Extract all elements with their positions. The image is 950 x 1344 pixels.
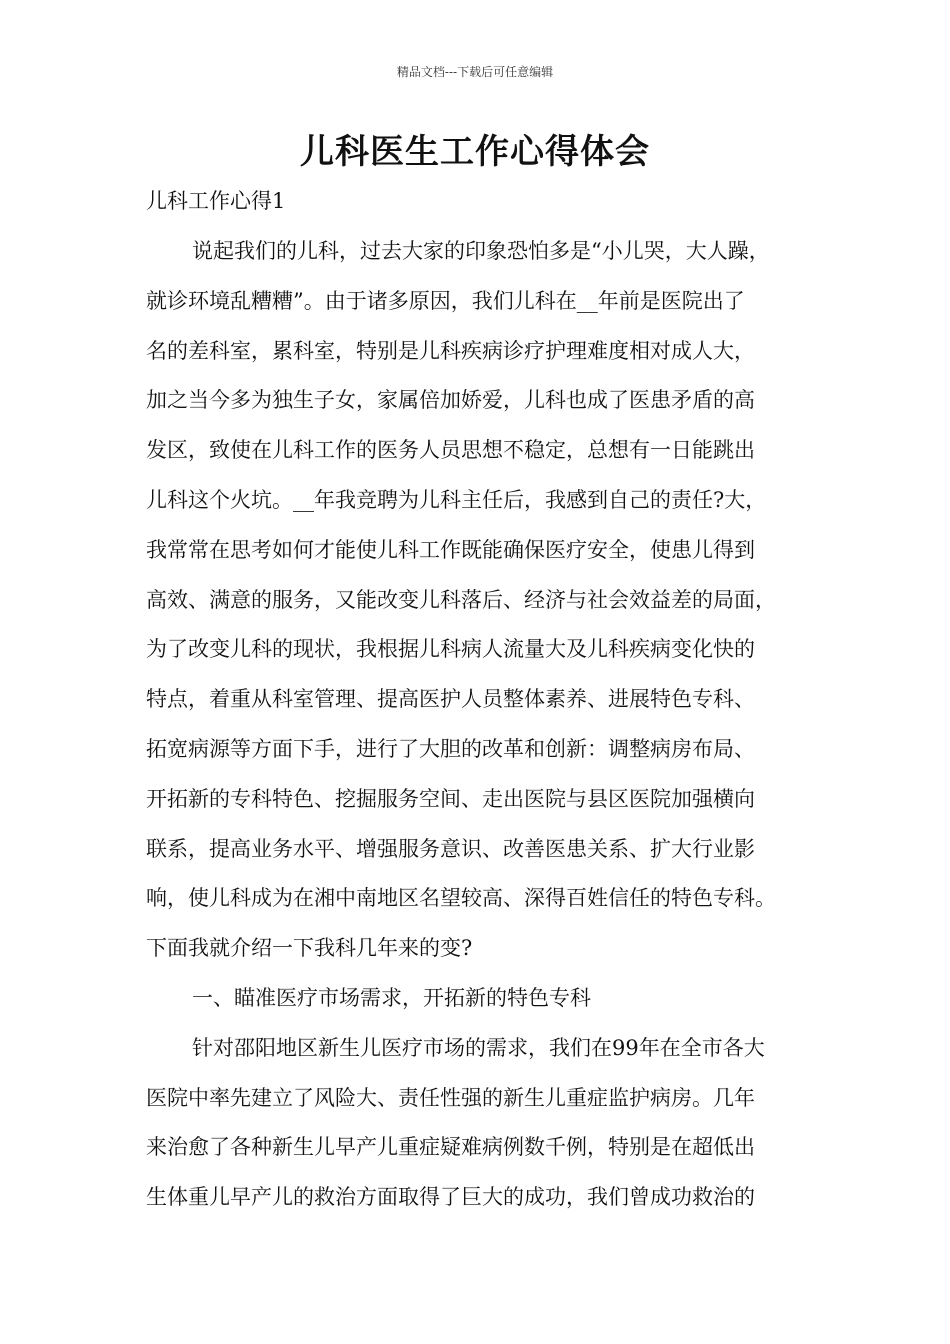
document-title: 儿科医生工作心得体会 xyxy=(300,132,650,172)
document-body xyxy=(146,236,826,1232)
paragraph-line: 特点，着重从科室管理、提高医护人员整体素养、进展特色专科、 xyxy=(146,687,755,712)
paragraph-line: 名的差科室，累科室，特别是儿科疾病诊疗护理难度相对成人大， xyxy=(146,338,755,363)
paragraph-line: 医院中率先建立了风险大、责任性强的新生儿重症监护病房。几年 xyxy=(146,1085,755,1110)
paragraph-line: 生体重儿早产儿的救治方面取得了巨大的成功，我们曾成功救治的 xyxy=(146,1185,755,1210)
paragraph-line: 联系，提高业务水平、增强服务意识、改善医患关系、扩大行业影 xyxy=(146,836,755,861)
paragraph-line: 发区，致使在儿科工作的医务人员思想不稳定，总想有一日能跳出 xyxy=(146,438,755,463)
paragraph-line: 说起我们的儿科，过去大家的印象恐怕多是“小儿哭，大人躁， xyxy=(192,239,770,263)
paragraph-line: 就诊环境乱糟糟”。由于诸多原因，我们儿科在__年前是医院出了 xyxy=(146,288,745,313)
paragraph-line: 拓宽病源等方面下手，进行了大胆的改革和创新：调整病房布局、 xyxy=(146,736,755,761)
header-note: 精品文档---下载后可任意编辑 xyxy=(396,65,554,79)
paragraph-line: 儿科这个火坑。__年我竞聘为儿科主任后，我感到自己的责任?大， xyxy=(146,487,767,512)
paragraph-line: 开拓新的专科特色、挖掘服务空间、走出医院与县区医院加强横向 xyxy=(146,786,755,811)
paragraph-line: 下面我就介绍一下我科几年来的变? xyxy=(146,936,473,961)
section-heading: 儿科工作心得1 xyxy=(146,189,286,213)
paragraph-line: 来治愈了各种新生儿早产儿重症疑难病例数千例，特别是在超低出 xyxy=(146,1135,755,1160)
subsection-heading: 一、瞄准医疗市场需求，开拓新的特色专科 xyxy=(192,985,591,1010)
paragraph-line: 针对邵阳地区新生儿医疗市场的需求，我们在99年在全市各大 xyxy=(192,1035,765,1060)
paragraph-line: 为了改变儿科的现状，我根据儿科病人流量大及儿科疾病变化快的 xyxy=(146,637,755,662)
paragraph-line: 我常常在思考如何才能使儿科工作既能确保医疗安全，使患儿得到 xyxy=(146,537,755,562)
paragraph-line: 响，使儿科成为在湘中南地区名望较高、深得百姓信任的特色专科。 xyxy=(146,886,776,911)
paragraph-line: 高效、满意的服务，又能改变儿科落后、经济与社会效益差的局面， xyxy=(146,587,776,612)
paragraph-line: 加之当今多为独生子女，家属倍加娇爱，儿科也成了医患矛盾的高 xyxy=(146,388,755,413)
